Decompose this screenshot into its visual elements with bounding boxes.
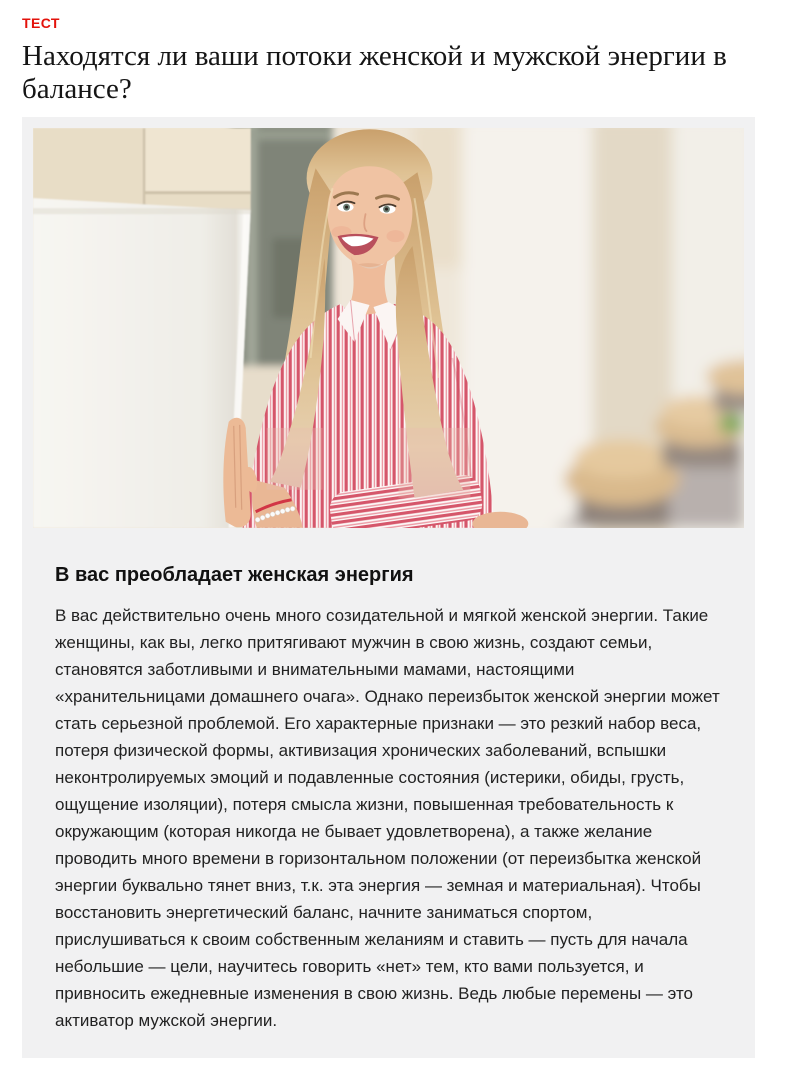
article-page bbox=[0, 15, 791, 1058]
page-title: Находятся ли ваши потоки женской и мужской энергии в балансе? bbox=[22, 40, 727, 105]
result-card bbox=[22, 117, 755, 1058]
white-column bbox=[33, 128, 251, 527]
result-text-block bbox=[33, 528, 744, 1058]
result-body: В вас действительно очень много созидательной и мягкой женской энергии. Такие женщины, как вы, легко притягивают мужчин в свою жизнь, создают семьи, становятся заботливыми и внимательными мамами, настоящими «хранительницами домашнего очага». Однако переизбыток женской энергии может стать серьезной проблемой. Его характерные признаки — это резкий набор веса, потеря физической формы, активизация хронических заболеваний, вспышки неконтролируемых эмоций и подавленные состояния (истерики, обиды, грусть, ощущение изоляции), потеря смысла жизни, повышенная требовательность к окружающим (которая никогда не бывает удовлетворена), а также желание проводить много времени в горизонтальном положении (от переизбытка женской энергии буквально тянет вниз, т.к. эта энергия — земная и материальная). Чтобы восстановить энергетический баланс, начните заниматься спортом, прислушиваться к своим собственным желаниям и ставить — пусть для начала небольшие — цели, научитесь говорить «нет» тем, кто вами пользуется, и привносить ежедневные изменения в свою жизнь. Ведь любые перемены — это активатор мужской энергии. bbox=[55, 606, 720, 1030]
category-label[interactable]: ТЕСТ bbox=[22, 15, 60, 31]
photo-illustration bbox=[33, 128, 744, 528]
result-photo bbox=[33, 128, 744, 528]
result-heading: В вас преобладает женская энергия bbox=[55, 564, 414, 586]
